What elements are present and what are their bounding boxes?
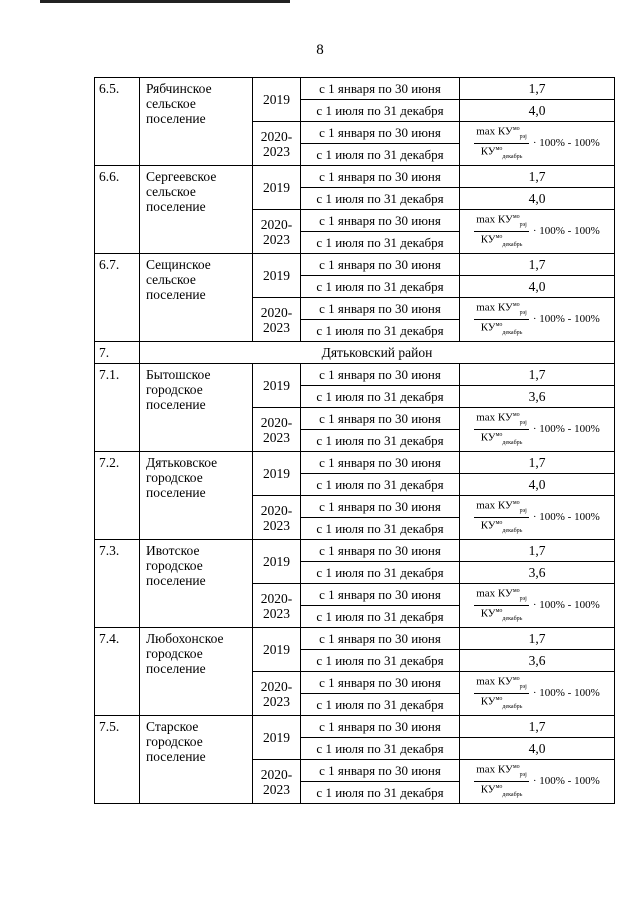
period-cell: с 1 января по 30 июня (301, 254, 460, 276)
value-cell: 1,7 (460, 166, 615, 188)
table-row (95, 716, 615, 738)
formula-fraction: $\frac{\max КУ^{мо}_{pэj}}{КУ^{мо}_{декабрь}}$ (476, 763, 527, 798)
period-cell: с 1 июля по 31 декабря (301, 188, 460, 210)
formula (460, 213, 614, 248)
period-cell: с 1 июля по 31 декабря (301, 518, 460, 540)
period-cell: с 1 января по 30 июня (301, 166, 460, 188)
table-row (95, 540, 615, 562)
value-cell: 1,7 (460, 364, 615, 386)
year-cell: 2019 (253, 452, 301, 496)
value-cell: 1,7 (460, 716, 615, 738)
entry-number: 7.1. (95, 364, 140, 452)
tariff-table-body (95, 78, 615, 804)
period-cell: с 1 января по 30 июня (301, 496, 460, 518)
settlement-name: Ивотское городское поселение (140, 540, 253, 628)
formula-tail: · 100% - 100% (532, 511, 600, 523)
period-cell: с 1 июля по 31 декабря (301, 386, 460, 408)
formula-tail: · 100% - 100% (532, 687, 600, 699)
formula-tail: · 100% - 100% (532, 137, 600, 149)
value-cell: 4,0 (460, 276, 615, 298)
year-cell: 2020-2023 (253, 210, 301, 254)
period-cell: с 1 июля по 31 декабря (301, 430, 460, 452)
formula (460, 499, 614, 534)
period-cell: с 1 января по 30 июня (301, 716, 460, 738)
settlement-name: Дятьковское городское поселение (140, 452, 253, 540)
period-cell: с 1 января по 30 июня (301, 672, 460, 694)
formula-fraction: $\frac{\max КУ^{мо}_{pэj}}{КУ^{мо}_{декабрь}}$ (476, 587, 527, 622)
period-cell: с 1 января по 30 июня (301, 760, 460, 782)
year-cell: 2020-2023 (253, 672, 301, 716)
period-cell: с 1 июля по 31 декабря (301, 606, 460, 628)
value-cell: 1,7 (460, 540, 615, 562)
formula-cell (460, 672, 615, 716)
year-cell: 2019 (253, 254, 301, 298)
formula-cell (460, 496, 615, 540)
value-cell: 4,0 (460, 100, 615, 122)
entry-number: 7.3. (95, 540, 140, 628)
value-cell: 4,0 (460, 474, 615, 496)
period-cell: с 1 января по 30 июня (301, 540, 460, 562)
settlement-name: Старское городское поселение (140, 716, 253, 804)
formula-cell (460, 298, 615, 342)
settlement-name: Любохонское городское поселение (140, 628, 253, 716)
formula (460, 675, 614, 710)
period-cell: с 1 июля по 31 декабря (301, 144, 460, 166)
value-cell: 4,0 (460, 738, 615, 760)
formula-fraction: $\frac{\max КУ^{мо}_{pэj}}{КУ^{мо}_{декабрь}}$ (476, 301, 527, 336)
table-row (95, 166, 615, 188)
period-cell: с 1 июля по 31 декабря (301, 100, 460, 122)
entry-number: 7.2. (95, 452, 140, 540)
year-cell: 2020-2023 (253, 496, 301, 540)
settlement-name: Сергеевское сельское поселение (140, 166, 253, 254)
section-title: Дятьковский район (140, 342, 615, 364)
period-cell: с 1 января по 30 июня (301, 364, 460, 386)
entry-number: 6.5. (95, 78, 140, 166)
formula-cell (460, 122, 615, 166)
formula (460, 125, 614, 160)
year-cell: 2019 (253, 716, 301, 760)
formula (460, 411, 614, 446)
formula-cell (460, 760, 615, 804)
entry-number: 7.5. (95, 716, 140, 804)
formula-tail: · 100% - 100% (532, 313, 600, 325)
year-cell: 2020-2023 (253, 760, 301, 804)
period-cell: с 1 июля по 31 декабря (301, 562, 460, 584)
formula-tail: · 100% - 100% (532, 599, 600, 611)
period-cell: с 1 января по 30 июня (301, 298, 460, 320)
year-cell: 2020-2023 (253, 408, 301, 452)
table-row (95, 452, 615, 474)
period-cell: с 1 июля по 31 декабря (301, 738, 460, 760)
period-cell: с 1 января по 30 июня (301, 210, 460, 232)
page-number: 8 (316, 42, 324, 58)
value-cell: 1,7 (460, 628, 615, 650)
entry-number: 7.4. (95, 628, 140, 716)
period-cell: с 1 июля по 31 декабря (301, 232, 460, 254)
value-cell: 1,7 (460, 254, 615, 276)
value-cell: 3,6 (460, 562, 615, 584)
year-cell: 2020-2023 (253, 298, 301, 342)
period-cell: с 1 июля по 31 декабря (301, 782, 460, 804)
table-row (95, 628, 615, 650)
formula-fraction: $\frac{\max КУ^{мо}_{pэj}}{КУ^{мо}_{декабрь}}$ (476, 213, 527, 248)
period-cell: с 1 июля по 31 декабря (301, 276, 460, 298)
year-cell: 2020-2023 (253, 122, 301, 166)
period-cell: с 1 января по 30 июня (301, 78, 460, 100)
period-cell: с 1 июля по 31 декабря (301, 650, 460, 672)
formula (460, 587, 614, 622)
formula-fraction: $\frac{\max КУ^{мо}_{pэj}}{КУ^{мо}_{декабрь}}$ (476, 411, 527, 446)
year-cell: 2019 (253, 540, 301, 584)
formula-cell (460, 408, 615, 452)
entry-number: 6.6. (95, 166, 140, 254)
formula-fraction: $\frac{\max КУ^{мо}_{pэj}}{КУ^{мо}_{декабрь}}$ (476, 499, 527, 534)
settlement-name: Бытошское городское поселение (140, 364, 253, 452)
period-cell: с 1 июля по 31 декабря (301, 320, 460, 342)
value-cell: 1,7 (460, 452, 615, 474)
period-cell: с 1 января по 30 июня (301, 584, 460, 606)
entry-number: 6.7. (95, 254, 140, 342)
formula (460, 763, 614, 798)
formula (460, 301, 614, 336)
table-row (95, 254, 615, 276)
settlement-name: Рябчинское сельское поселение (140, 78, 253, 166)
period-cell: с 1 января по 30 июня (301, 408, 460, 430)
formula-tail: · 100% - 100% (532, 423, 600, 435)
table-row (95, 364, 615, 386)
value-cell: 3,6 (460, 650, 615, 672)
section-row (95, 342, 615, 364)
period-cell: с 1 июля по 31 декабря (301, 474, 460, 496)
period-cell: с 1 января по 30 июня (301, 452, 460, 474)
value-cell: 3,6 (460, 386, 615, 408)
formula-fraction: $\frac{\max КУ^{мо}_{pэj}}{КУ^{мо}_{декабрь}}$ (476, 675, 527, 710)
year-cell: 2019 (253, 166, 301, 210)
formula-fraction: $\frac{\max КУ^{мо}_{pэj}}{КУ^{мо}_{декабрь}}$ (476, 125, 527, 160)
year-cell: 2019 (253, 364, 301, 408)
period-cell: с 1 января по 30 июня (301, 628, 460, 650)
formula-tail: · 100% - 100% (532, 775, 600, 787)
table-row (95, 78, 615, 100)
top-rule (40, 0, 290, 3)
formula-cell (460, 584, 615, 628)
period-cell: с 1 января по 30 июня (301, 122, 460, 144)
year-cell: 2020-2023 (253, 584, 301, 628)
period-cell: с 1 июля по 31 декабря (301, 694, 460, 716)
settlement-name: Сещинское сельское поселение (140, 254, 253, 342)
tariff-table (94, 77, 615, 804)
formula-cell (460, 210, 615, 254)
year-cell: 2019 (253, 78, 301, 122)
formula-tail: · 100% - 100% (532, 225, 600, 237)
year-cell: 2019 (253, 628, 301, 672)
value-cell: 4,0 (460, 188, 615, 210)
value-cell: 1,7 (460, 78, 615, 100)
section-number: 7. (95, 342, 140, 364)
